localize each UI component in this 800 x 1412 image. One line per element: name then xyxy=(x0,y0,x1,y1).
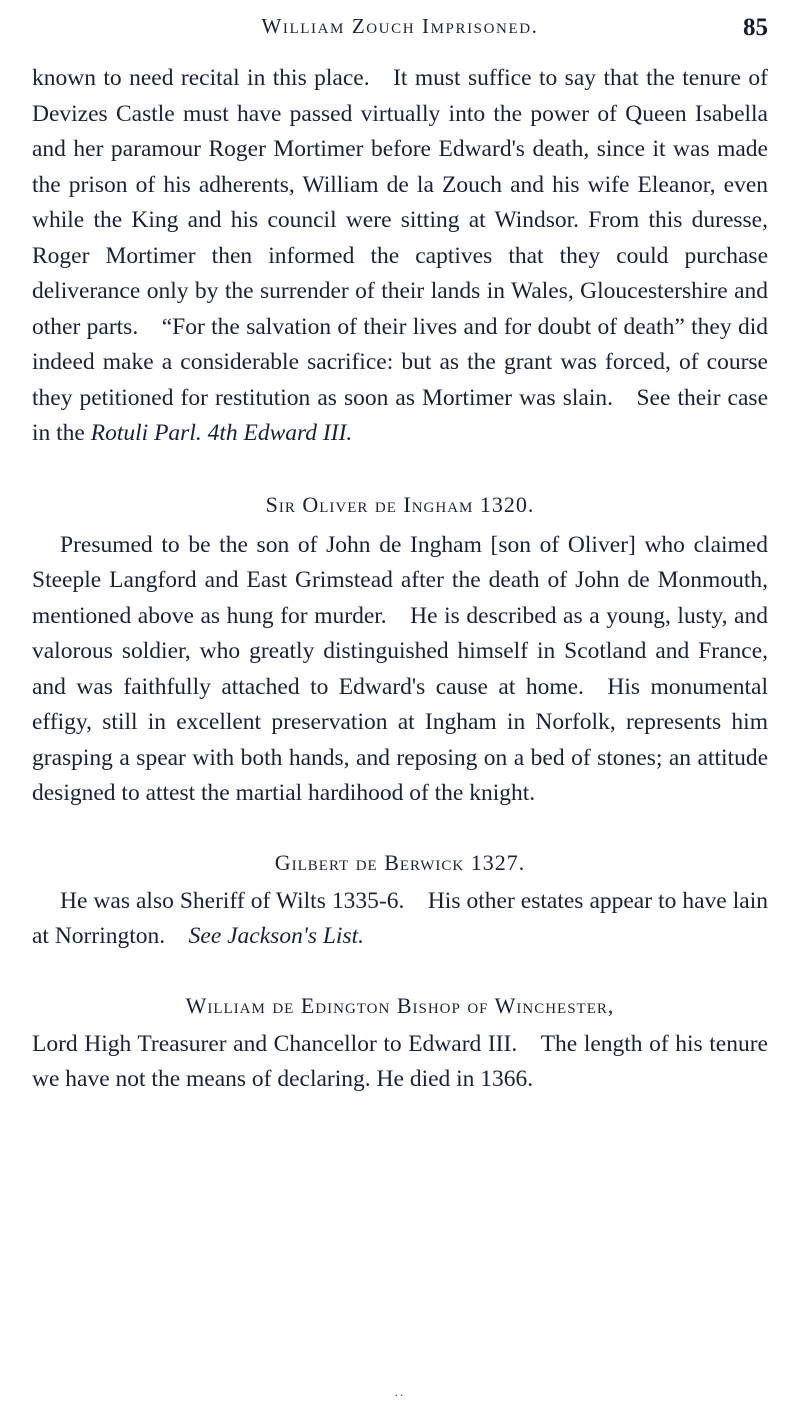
page-number: 85 xyxy=(743,14,768,41)
paragraph-oliver-de-ingham: Presumed to be the son of John de Ingham [son of Oliver] who claimed Steeple Langford and East Grimstead after the death of John de Monmouth, mentioned above as hung for murder. He is described as a young, lusty, and valorous soldier, who greatly distinguished himself in Scotland and France, and was faithfully attached to Edward's cause at home. His monumental effigy, still in excellent preservation at Ingham in Norfolk, represents him grasping a spear with both hands, and reposing on a bed of stones; an attitude designed to attest the martial hardihood of the knight. xyxy=(32,531,768,806)
section-heading-oliver-de-ingham: Sir Oliver de Ingham 1320. xyxy=(265,491,535,517)
page-header-title: William Zouch Imprisoned. xyxy=(261,14,539,38)
citation-jacksons-list: See Jackson's List. xyxy=(188,923,365,949)
running-head xyxy=(0,14,800,39)
section-heading-william-de-edington: William de Edington Bishop of Winchester, xyxy=(185,992,615,1018)
citation-rotuli-parl: Rotuli Parl. 4th Edward III. xyxy=(90,420,353,446)
paragraph-continued-text: known to need recital in this place. It must suffice to say that the tenure of Devizes Castle must have passed virtually into the power of Queen Isabella and her paramour Roger Mortimer before Edward's death, since it was made the prison of his adherents, William de la Zouch and his wife Eleanor, even while the King and his council were sitting at Windsor. From this duresse, Roger Mortimer then informed the captives that they could purchase deliverance only by the surrender of their lands in Wales, Gloucestershire and other parts. “For the salvation of their lives and for doubt of death” they did indeed make a considerable sacrifice: but as the grant was forced, of course they petitioned for restitution as soon as Mortimer was slain. See their case in the xyxy=(32,65,768,446)
body-column xyxy=(32,61,768,1098)
paragraph-gilbert-text: He was also Sheriff of Wilts 1335-6. His other estates appear to have lain at Norrington. xyxy=(32,887,768,949)
paragraph-gilbert-de-berwick xyxy=(32,884,768,955)
page-footer-mark: .. xyxy=(394,1384,406,1399)
paragraph-william-de-edington: Lord High Treasurer and Chancellor to Edward III. The length of his tenure we have not the means of declaring. He died in 1366. xyxy=(32,1030,768,1092)
section-heading-gilbert-de-berwick: Gilbert de Berwick 1327. xyxy=(274,849,526,875)
paragraph-continued xyxy=(32,61,768,452)
document-page xyxy=(0,14,800,1412)
